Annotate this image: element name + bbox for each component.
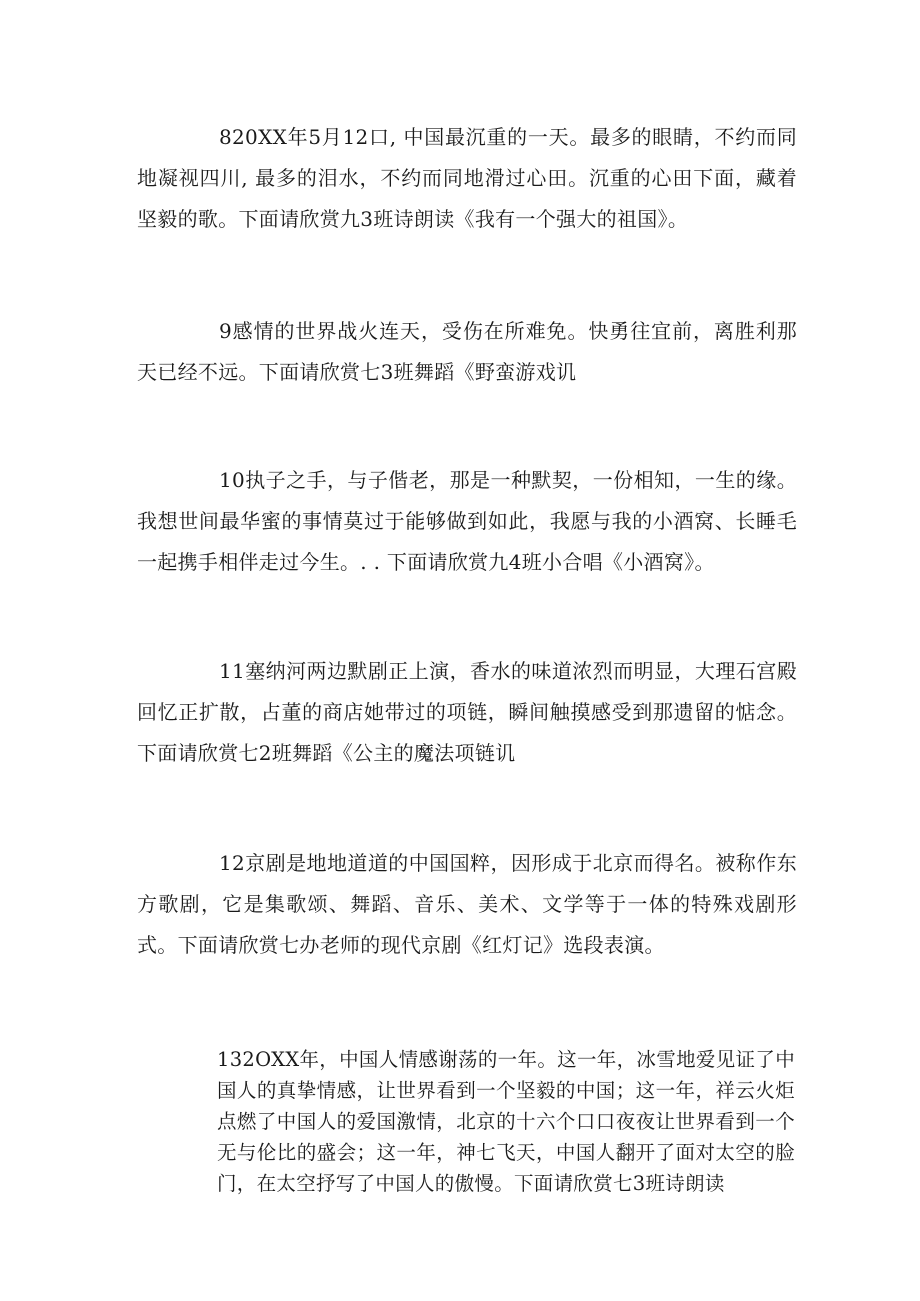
- paragraph-12: 12京剧是地地道道的中国国粹，因形成于北京而得名。被称作东方歌剧，它是集歌颂、舞蹈、音乐、美术、文学等于一体的特殊戏剧形式。下面请欣赏七办老师的现代京剧《红灯记》选段表演。: [137, 851, 797, 957]
- paragraph-13: 132OXX年，中国人情感谢荡的一年。这一年，冰雪地爱见证了中国人的真挚情感，让世界看到一个坚毅的中国；这一年，祥云火炬点燃了中国人的爱国激情，北京的十六个口口夜夜让世界看到一个无与伦比的盛会；这一年，神七飞天，中国人翻开了面对太空的脸门，在太空抒写了中国人的傲慢。下面请欣赏七3班诗朗读: [217, 1048, 795, 1195]
- paragraph-9: 9感情的世界战火连天，受伤在所难免。快勇往宜前，离胜利那天已经不远。下面请欣赏七3班舞蹈《野蛮游戏讥: [137, 319, 797, 384]
- paragraph-8: 820XX年5月12口, 中国最沉重的一天。最多的眼睛，不约而同地凝视四川, 最多的泪水，不约而同地滑过心田。沉重的心田下面，藏着坚毅的歌。下面请欣赏九3班诗朗读《我有一个强大的祖国》。: [137, 125, 797, 231]
- paragraph-11: 11塞纳河两边默剧正上演，香水的味道浓烈而明显，大理石宫殿回忆正扩散，占董的商店她带过的项链，瞬间触摸感受到那遗留的惦念。下面请欣赏七2班舞蹈《公主的魔法项链讥: [137, 659, 797, 765]
- paragraph-10: 10执子之手，与子偕老，那是一种默契，一份相知，一生的缘。我想世间最华蜜的事情莫过于能够做到如此，我愿与我的小酒窝、长睡毛一起携手相伴走过今生。. . 下面请欣赏九4班小合唱《小酒窝》。: [137, 468, 797, 574]
